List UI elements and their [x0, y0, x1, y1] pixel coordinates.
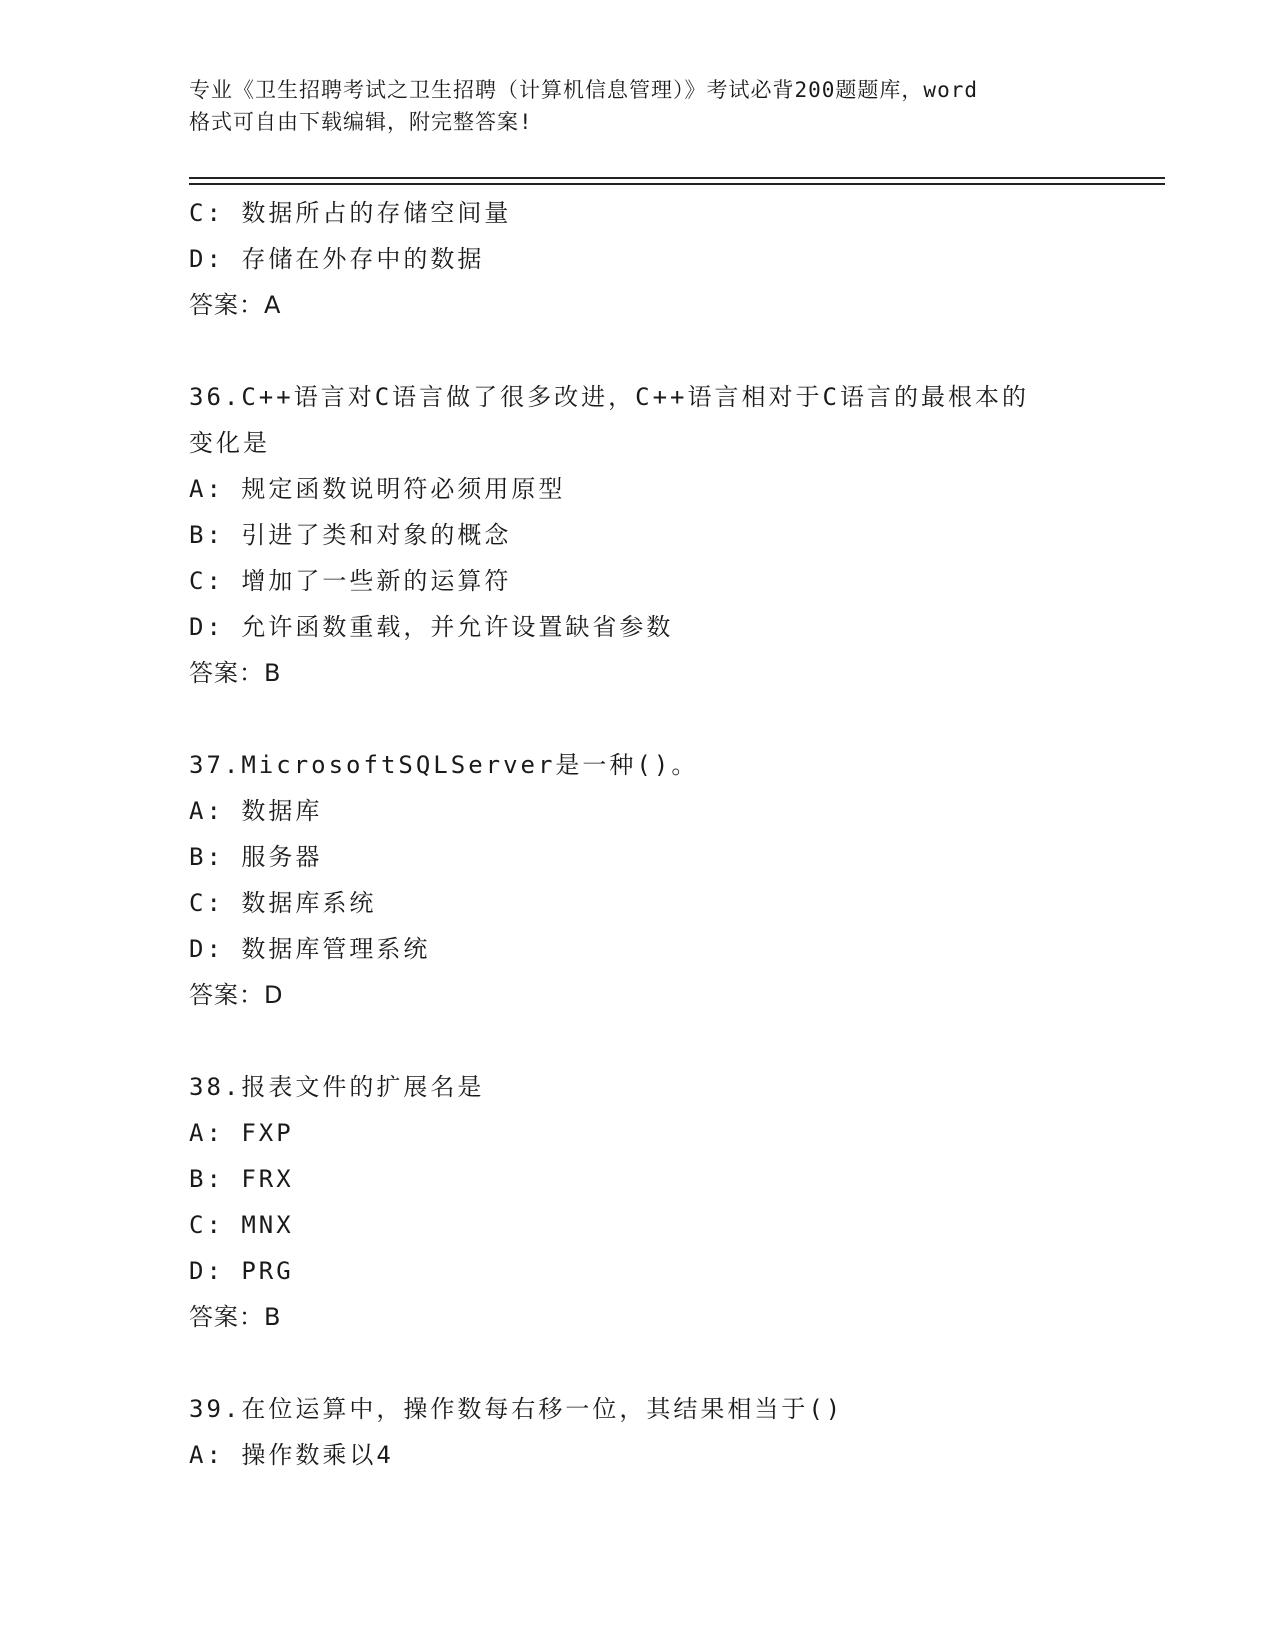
option-a: A: 数据库	[189, 797, 323, 825]
question-stem: 37.MicrosoftSQLServer是一种()。	[189, 751, 699, 779]
question-37	[189, 742, 1149, 1018]
answer-line: 答案：B	[189, 1303, 282, 1331]
question-stem: 38.报表文件的扩展名是	[189, 1073, 485, 1101]
option-c: C: 数据库系统	[189, 889, 377, 917]
spacer	[189, 696, 1149, 742]
question-36	[189, 374, 1149, 696]
spacer	[189, 1018, 1149, 1064]
answer-line: 答案：D	[189, 981, 284, 1009]
question-39	[189, 1386, 1149, 1478]
question-38	[189, 1064, 1149, 1340]
option-b: B: FRX	[189, 1165, 294, 1193]
option-b: B: 服务器	[189, 843, 323, 871]
question-stem: 39.在位运算中，操作数每右移一位，其结果相当于()	[189, 1395, 844, 1423]
header-line-1: 专业《卫生招聘考试之卫生招聘（计算机信息管理）》考试必背200题题库，word	[189, 78, 978, 102]
option-a: A: 规定函数说明符必须用原型	[189, 475, 566, 503]
option-d: D: 数据库管理系统	[189, 935, 431, 963]
spacer	[189, 1340, 1149, 1386]
header-divider-top	[189, 177, 1165, 179]
option-d: D: 允许函数重载，并允许设置缺省参数	[189, 613, 674, 641]
document-header	[189, 74, 1089, 138]
question-list	[189, 190, 1149, 1478]
option-d: D: 存储在外存中的数据	[189, 245, 485, 273]
option-c: C: 数据所占的存储空间量	[189, 199, 512, 227]
continued-question	[189, 190, 1149, 328]
option-a: A: FXP	[189, 1119, 294, 1147]
option-a: A: 操作数乘以4	[189, 1441, 394, 1469]
answer-line: 答案：B	[189, 659, 282, 687]
option-c: C: MNX	[189, 1211, 294, 1239]
question-stem-continued: 变化是	[189, 429, 270, 457]
header-line-2: 格式可自由下载编辑，附完整答案!	[189, 110, 533, 134]
header-divider-bottom	[189, 183, 1165, 185]
option-b: B: 引进了类和对象的概念	[189, 521, 512, 549]
option-d: D: PRG	[189, 1257, 294, 1285]
option-c: C: 增加了一些新的运算符	[189, 567, 512, 595]
question-stem: 36.C++语言对C语言做了很多改进，C++语言相对于C语言的最根本的	[189, 383, 1029, 411]
answer-line: 答案：A	[189, 291, 282, 319]
spacer	[189, 328, 1149, 374]
